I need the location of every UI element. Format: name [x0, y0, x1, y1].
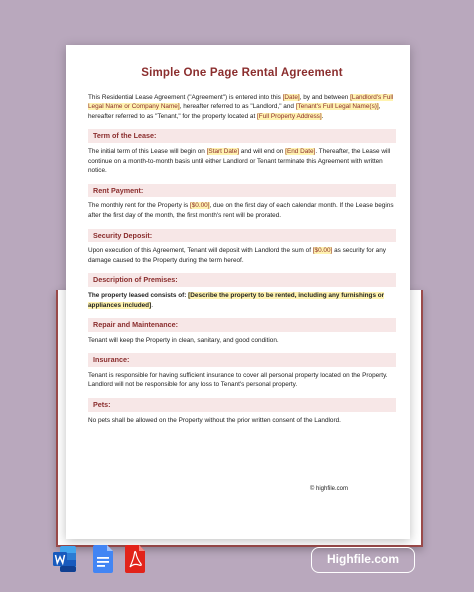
intro-paragraph: This Residential Lease Agreement ("Agreement") is entered into this [Date], by and between [Landlord's Full Legal Name or Company Name], hereafter referred to as "Landlord," and [Tenant's Full Legal Name(s)], hereafter referred to as "Tenant," for the property located at [Full Property Address]. [88, 93, 394, 120]
section-text-deposit: Upon execution of this Agreement, Tenant will deposit with Landlord the sum of [$0.00] as security for any damage caused to the Property during the term hereof. [88, 247, 386, 264]
copyright-credit: © highfile.com [309, 486, 348, 493]
section-heading-repair: Repair and Maintenance: [88, 318, 396, 332]
section-text-term: The initial term of this Lease will begin on [Start Date] and will end on [End Date]. Thereafter, the Lease will continue on a month-to-month basis until either Landlord or Tenant terminate this Agreement with written notice. [88, 147, 391, 175]
landlord-name-placeholder: [Landlord's Full Legal Name or Company Name] [88, 93, 394, 111]
document-title: Simple One Page Rental Agreement [141, 67, 343, 79]
section-text-pets: No pets shall be allowed on the Property without the prior written consent of the Landlord. [88, 416, 341, 424]
deposit-amount-placeholder: [$0.00] [312, 247, 333, 255]
section-heading-rent: Rent Payment: [88, 184, 396, 198]
property-address-placeholder: [Full Property Address] [257, 112, 322, 120]
section-text-rent: The monthly rent for the Property is [$0.00], due on the first day of each calendar month. If the Lease begins after the first day of the month, the first month's rent will be prorated. [88, 202, 394, 219]
premises-description-placeholder: [Describe the property to be rented, including any furnishings or appliances included] [88, 291, 385, 309]
end-date-placeholder: [End Date] [285, 147, 316, 155]
rent-amount-placeholder: [$0.00] [189, 202, 210, 210]
date-placeholder: [Date] [282, 93, 300, 101]
section-heading-insurance: Insurance: [88, 353, 396, 367]
start-date-placeholder: [Start Date] [206, 147, 239, 155]
section-text-insurance: Tenant is responsible for having sufficient insurance to cover all personal property located on the Property. Landlord will not be responsible for any loss to Tenant's personal property. [88, 371, 388, 389]
section-text-premises: The property leased consists of: [Describe the property to be rented, including any furnishings or appliances included]. [88, 291, 385, 309]
tenant-name-placeholder: [Tenant's Full Legal Name(s)] [295, 103, 379, 111]
section-heading-premises: Description of Premises: [88, 273, 396, 287]
pdf-icon[interactable] [122, 544, 148, 574]
section-text-repair: Tenant will keep the Property in clean, sanitary, and good condition. [88, 336, 279, 344]
section-heading-deposit: Security Deposit: [88, 229, 396, 243]
google-docs-icon[interactable] [90, 544, 116, 574]
word-icon[interactable] [52, 544, 78, 574]
section-heading-term: Term of the Lease: [88, 129, 396, 143]
section-heading-pets: Pets: [88, 398, 396, 412]
document-page [66, 45, 410, 539]
highfile-brand-button[interactable]: Highfile.com [311, 547, 415, 573]
